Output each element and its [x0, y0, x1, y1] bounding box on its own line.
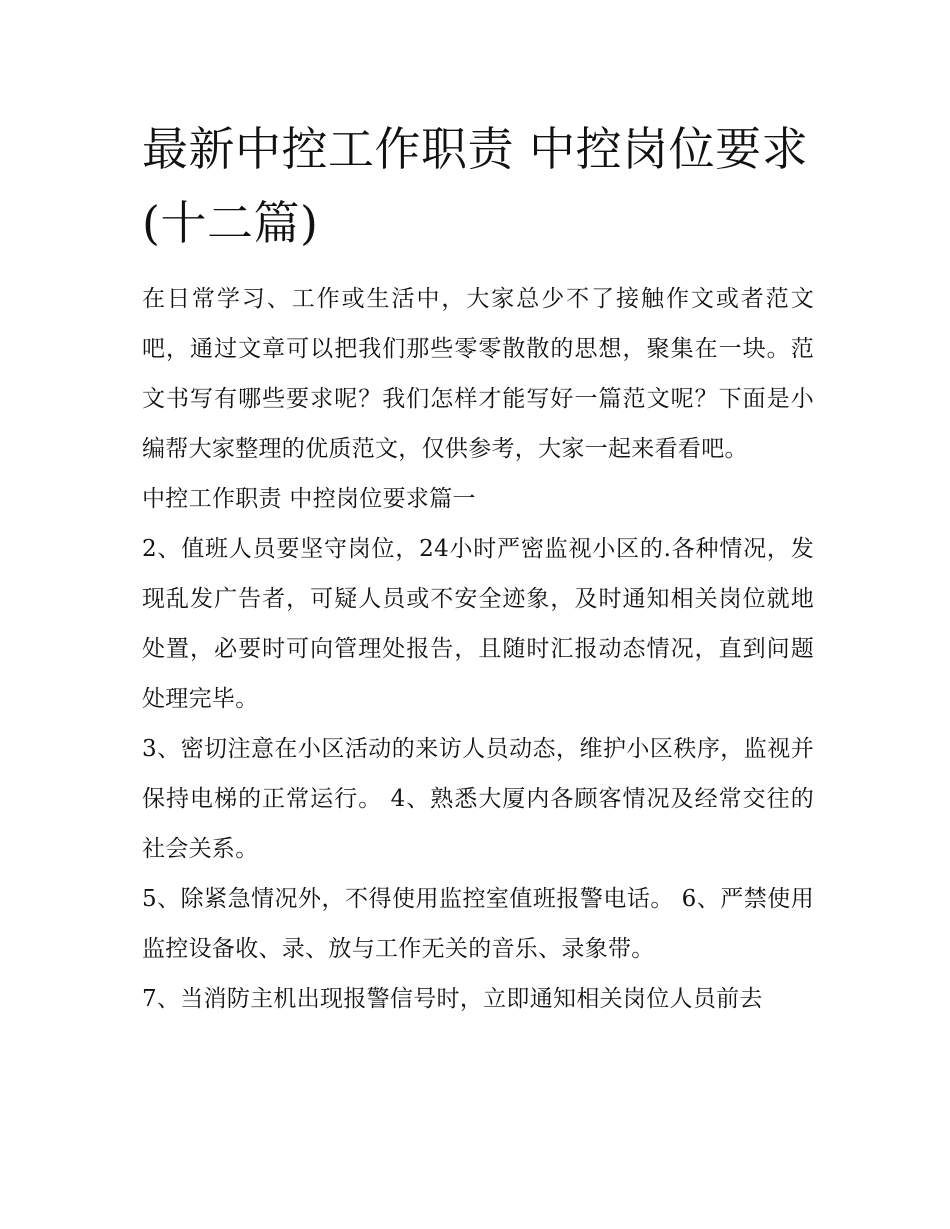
document-title: 最新中控工作职责 中控岗位要求(十二篇): [142, 122, 809, 250]
duty-item-5-6: 5、除紧急情况外，不得使用监控室值班报警电话。 6、严禁使用监控设备收、录、放与工作无关的音乐、录象带。: [142, 886, 814, 962]
document-page: [142, 112, 814, 1024]
duty-item-7: 7、当消防主机出现报警信号时，立即通知相关岗位人员前去: [142, 986, 763, 1012]
intro-paragraph: 在日常学习、工作或生活中，大家总少不了接触作文或者范文吧，通过文章可以把我们那些零零散散的思想，聚集在一块。范文书写有哪些要求呢？我们怎样才能写好一篇范文呢？下面是小编帮大家整理的优质范文，仅供参考，大家一起来看看吧。: [142, 286, 814, 462]
duty-item-3-4: 3、密切注意在小区活动的来访人员动态，维护小区秩序，监视并保持电梯的正常运行。 4、熟悉大厦内各顾客情况及经常交往的社会关系。: [142, 736, 814, 862]
section-heading: 中控工作职责 中控岗位要求篇一: [142, 486, 476, 512]
duty-item-2: 2、值班人员要坚守岗位，24小时严密监视小区的.各种情况，发现乱发广告者，可疑人员或不安全迹象，及时通知相关岗位就地处置，必要时可向管理处报告，且随时汇报动态情况，直到问题处理完毕。: [142, 536, 814, 712]
